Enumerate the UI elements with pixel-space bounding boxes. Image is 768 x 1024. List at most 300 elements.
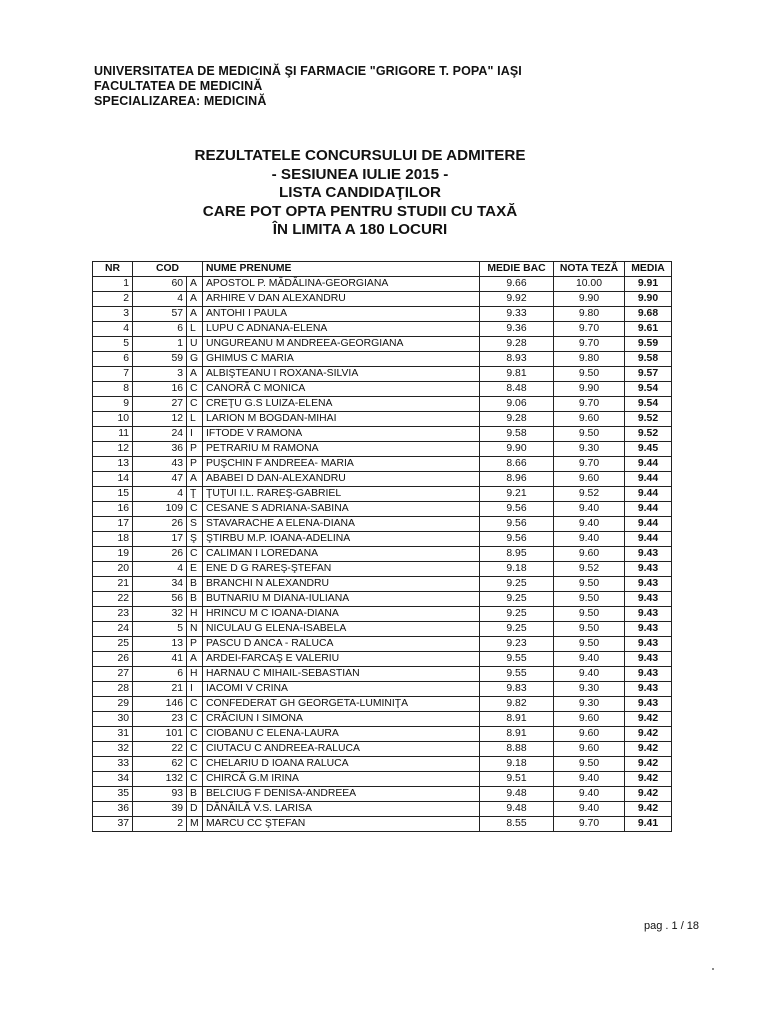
row-nota-teza: 9.60 <box>554 472 625 487</box>
row-name: STAVARACHE A ELENA-DIANA <box>203 517 480 532</box>
page-number: pag . 1 / 18 <box>644 920 700 932</box>
row-nr: 8 <box>93 382 133 397</box>
row-medie-bac: 9.55 <box>480 652 554 667</box>
row-media: 9.68 <box>625 307 672 322</box>
row-nota-teza: 9.40 <box>554 787 625 802</box>
row-medie-bac: 9.83 <box>480 682 554 697</box>
specialization: SPECIALIZAREA: MEDICINĂ <box>94 94 267 108</box>
table-row <box>93 682 672 697</box>
header-nr: NR <box>93 262 133 277</box>
row-media: 9.44 <box>625 487 672 502</box>
row-nr: 25 <box>93 637 133 652</box>
table-row <box>93 457 672 472</box>
row-name: ARHIRE V DAN ALEXANDRU <box>203 292 480 307</box>
row-name: ANTOHI I PAULA <box>203 307 480 322</box>
row-cod-letter: G <box>187 352 203 367</box>
row-medie-bac: 8.48 <box>480 382 554 397</box>
row-media: 9.43 <box>625 637 672 652</box>
row-cod: 24 <box>133 427 187 442</box>
row-nr: 35 <box>93 787 133 802</box>
scan-speck <box>712 968 714 970</box>
row-cod-letter: C <box>187 397 203 412</box>
header-teza: NOTA TEZĂ <box>554 262 625 277</box>
table-row <box>93 367 672 382</box>
row-cod: 4 <box>133 487 187 502</box>
row-name: BELCIUG F DENISA-ANDREEA <box>203 787 480 802</box>
table-row <box>93 562 672 577</box>
row-nr: 22 <box>93 592 133 607</box>
row-nota-teza: 9.70 <box>554 337 625 352</box>
row-nr: 23 <box>93 607 133 622</box>
row-cod: 62 <box>133 757 187 772</box>
row-name: CIOBANU C ELENA-LAURA <box>203 727 480 742</box>
row-cod: 27 <box>133 397 187 412</box>
row-cod: 41 <box>133 652 187 667</box>
row-medie-bac: 8.91 <box>480 712 554 727</box>
row-cod: 21 <box>133 682 187 697</box>
row-medie-bac: 9.18 <box>480 757 554 772</box>
row-cod-letter: B <box>187 592 203 607</box>
row-cod-letter: P <box>187 457 203 472</box>
row-name: ŞTIRBU M.P. IOANA-ADELINA <box>203 532 480 547</box>
table-row <box>93 472 672 487</box>
row-cod: 146 <box>133 697 187 712</box>
row-nota-teza: 9.50 <box>554 607 625 622</box>
row-nota-teza: 9.52 <box>554 487 625 502</box>
row-medie-bac: 9.90 <box>480 442 554 457</box>
row-medie-bac: 9.36 <box>480 322 554 337</box>
row-nota-teza: 9.40 <box>554 667 625 682</box>
row-nota-teza: 9.60 <box>554 547 625 562</box>
row-media: 9.59 <box>625 337 672 352</box>
row-nota-teza: 9.40 <box>554 772 625 787</box>
row-medie-bac: 9.25 <box>480 622 554 637</box>
row-media: 9.43 <box>625 592 672 607</box>
row-name: CIUTACU C ANDREEA-RALUCA <box>203 742 480 757</box>
row-cod-letter: Ţ <box>187 487 203 502</box>
row-medie-bac: 9.23 <box>480 637 554 652</box>
row-media: 9.42 <box>625 742 672 757</box>
row-name: IACOMI V CRINA <box>203 682 480 697</box>
row-name: LUPU C ADNANA-ELENA <box>203 322 480 337</box>
row-name: GHIMUS C MARIA <box>203 352 480 367</box>
row-name: PUŞCHIN F ANDREEA- MARIA <box>203 457 480 472</box>
faculty-name: FACULTATEA DE MEDICINĂ <box>94 79 263 93</box>
row-nota-teza: 9.52 <box>554 562 625 577</box>
table-row <box>93 322 672 337</box>
row-medie-bac: 8.66 <box>480 457 554 472</box>
header-bac: MEDIE BAC <box>480 262 554 277</box>
row-medie-bac: 9.25 <box>480 577 554 592</box>
row-nr: 32 <box>93 742 133 757</box>
row-nr: 7 <box>93 367 133 382</box>
table-row <box>93 487 672 502</box>
row-nota-teza: 9.30 <box>554 697 625 712</box>
row-nota-teza: 9.90 <box>554 292 625 307</box>
row-name: CHELARIU D IOANA RALUCA <box>203 757 480 772</box>
row-nr: 2 <box>93 292 133 307</box>
row-medie-bac: 8.95 <box>480 547 554 562</box>
row-nr: 24 <box>93 622 133 637</box>
row-name: ENE D G RAREŞ-ŞTEFAN <box>203 562 480 577</box>
row-media: 9.43 <box>625 652 672 667</box>
row-cod-letter: L <box>187 412 203 427</box>
row-cod-letter: C <box>187 697 203 712</box>
row-media: 9.43 <box>625 607 672 622</box>
row-cod-letter: B <box>187 577 203 592</box>
row-nota-teza: 9.70 <box>554 457 625 472</box>
row-media: 9.44 <box>625 517 672 532</box>
row-media: 9.42 <box>625 772 672 787</box>
row-media: 9.58 <box>625 352 672 367</box>
row-medie-bac: 8.91 <box>480 727 554 742</box>
row-media: 9.90 <box>625 292 672 307</box>
table-row <box>93 667 672 682</box>
row-media: 9.54 <box>625 382 672 397</box>
row-name: CHIRCĂ G.M IRINA <box>203 772 480 787</box>
row-cod: 93 <box>133 787 187 802</box>
row-cod-letter: C <box>187 382 203 397</box>
row-medie-bac: 8.55 <box>480 817 554 832</box>
row-cod: 16 <box>133 382 187 397</box>
row-medie-bac: 9.18 <box>480 562 554 577</box>
row-cod-letter: C <box>187 547 203 562</box>
table-row <box>93 577 672 592</box>
row-medie-bac: 9.51 <box>480 772 554 787</box>
row-name: HARNAU C MIHAIL-SEBASTIAN <box>203 667 480 682</box>
row-nr: 33 <box>93 757 133 772</box>
row-media: 9.43 <box>625 697 672 712</box>
row-media: 9.43 <box>625 622 672 637</box>
row-cod-letter: A <box>187 307 203 322</box>
row-name: CANORĂ C MONICA <box>203 382 480 397</box>
row-cod: 4 <box>133 562 187 577</box>
row-cod: 4 <box>133 292 187 307</box>
row-media: 9.42 <box>625 802 672 817</box>
table-row <box>93 382 672 397</box>
row-cod-letter: C <box>187 757 203 772</box>
row-nr: 18 <box>93 532 133 547</box>
row-cod-letter: U <box>187 337 203 352</box>
row-media: 9.57 <box>625 367 672 382</box>
table-row <box>93 502 672 517</box>
row-cod-letter: C <box>187 727 203 742</box>
row-nr: 14 <box>93 472 133 487</box>
row-nr: 13 <box>93 457 133 472</box>
title-line-3: LISTA CANDIDAŢILOR <box>279 184 441 201</box>
table-row <box>93 652 672 667</box>
row-medie-bac: 9.28 <box>480 337 554 352</box>
row-nota-teza: 9.50 <box>554 427 625 442</box>
row-nr: 6 <box>93 352 133 367</box>
row-medie-bac: 9.56 <box>480 532 554 547</box>
table-row <box>93 727 672 742</box>
row-nr: 4 <box>93 322 133 337</box>
row-cod-letter: H <box>187 667 203 682</box>
row-media: 9.42 <box>625 712 672 727</box>
row-media: 9.42 <box>625 757 672 772</box>
row-medie-bac: 8.96 <box>480 472 554 487</box>
row-media: 9.43 <box>625 577 672 592</box>
row-cod: 47 <box>133 472 187 487</box>
row-nota-teza: 9.40 <box>554 532 625 547</box>
row-cod: 1 <box>133 337 187 352</box>
row-media: 9.91 <box>625 277 672 292</box>
row-nota-teza: 9.50 <box>554 592 625 607</box>
row-name: MARCU CC ŞTEFAN <box>203 817 480 832</box>
row-media: 9.54 <box>625 397 672 412</box>
row-cod-letter: H <box>187 607 203 622</box>
row-name: ŢUŢUI I.L. RAREŞ-GABRIEL <box>203 487 480 502</box>
row-nr: 12 <box>93 442 133 457</box>
table-row <box>93 742 672 757</box>
row-cod-letter: I <box>187 682 203 697</box>
row-nr: 28 <box>93 682 133 697</box>
row-nota-teza: 9.60 <box>554 742 625 757</box>
row-nr: 36 <box>93 802 133 817</box>
row-nr: 20 <box>93 562 133 577</box>
row-cod-letter: A <box>187 472 203 487</box>
table-row <box>93 817 672 832</box>
row-cod: 39 <box>133 802 187 817</box>
table-body <box>93 277 672 832</box>
row-nota-teza: 9.50 <box>554 637 625 652</box>
table-row <box>93 787 672 802</box>
row-medie-bac: 9.66 <box>480 277 554 292</box>
row-name: PETRARIU M RAMONA <box>203 442 480 457</box>
row-nota-teza: 10.00 <box>554 277 625 292</box>
row-media: 9.44 <box>625 472 672 487</box>
row-cod: 26 <box>133 547 187 562</box>
row-nota-teza: 9.70 <box>554 397 625 412</box>
table-row <box>93 772 672 787</box>
table-row <box>93 307 672 322</box>
row-cod: 56 <box>133 592 187 607</box>
row-nota-teza: 9.80 <box>554 307 625 322</box>
table-row <box>93 712 672 727</box>
table-row <box>93 352 672 367</box>
results-table <box>92 261 672 832</box>
row-nota-teza: 9.30 <box>554 682 625 697</box>
row-cod: 57 <box>133 307 187 322</box>
row-cod-letter: B <box>187 787 203 802</box>
row-name: UNGUREANU M ANDREEA-GEORGIANA <box>203 337 480 352</box>
table-row <box>93 697 672 712</box>
row-nota-teza: 9.30 <box>554 442 625 457</box>
table-row <box>93 622 672 637</box>
row-name: CONFEDERAT GH GEORGETA-LUMINIŢA <box>203 697 480 712</box>
title-line-2: - SESIUNEA IULIE 2015 - <box>271 165 449 183</box>
title-line-4: CARE POT OPTA PENTRU STUDII CU TAXĂ <box>202 202 518 220</box>
row-cod-letter: A <box>187 367 203 382</box>
row-nr: 9 <box>93 397 133 412</box>
table-row <box>93 277 672 292</box>
row-cod-letter: C <box>187 502 203 517</box>
row-nota-teza: 9.80 <box>554 352 625 367</box>
row-nr: 11 <box>93 427 133 442</box>
row-nota-teza: 9.40 <box>554 517 625 532</box>
table-row <box>93 292 672 307</box>
row-nota-teza: 9.50 <box>554 757 625 772</box>
row-medie-bac: 9.48 <box>480 802 554 817</box>
header-media: MEDIA <box>625 262 672 277</box>
row-name: PASCU D ANCA - RALUCA <box>203 637 480 652</box>
row-nr: 37 <box>93 817 133 832</box>
row-nota-teza: 9.40 <box>554 502 625 517</box>
row-cod: 43 <box>133 457 187 472</box>
row-nota-teza: 9.40 <box>554 802 625 817</box>
row-name: CESANE S ADRIANA-SABINA <box>203 502 480 517</box>
row-media: 9.52 <box>625 412 672 427</box>
row-media: 9.44 <box>625 457 672 472</box>
row-cod: 32 <box>133 607 187 622</box>
row-medie-bac: 9.56 <box>480 502 554 517</box>
row-nota-teza: 9.60 <box>554 727 625 742</box>
row-media: 9.43 <box>625 682 672 697</box>
row-cod-letter: A <box>187 652 203 667</box>
table-row <box>93 517 672 532</box>
row-nr: 1 <box>93 277 133 292</box>
row-cod: 59 <box>133 352 187 367</box>
row-cod: 22 <box>133 742 187 757</box>
row-nr: 34 <box>93 772 133 787</box>
table-header-row <box>93 262 672 277</box>
row-nota-teza: 9.90 <box>554 382 625 397</box>
row-nr: 17 <box>93 517 133 532</box>
row-cod: 26 <box>133 517 187 532</box>
row-cod-letter: M <box>187 817 203 832</box>
row-cod: 13 <box>133 637 187 652</box>
row-name: IFTODE V RAMONA <box>203 427 480 442</box>
header-cod: COD <box>133 262 203 277</box>
row-nota-teza: 9.60 <box>554 412 625 427</box>
row-media: 9.43 <box>625 667 672 682</box>
row-name: ARDEI-FARCAŞ E VALERIU <box>203 652 480 667</box>
row-media: 9.43 <box>625 562 672 577</box>
row-cod: 34 <box>133 577 187 592</box>
row-cod-letter: E <box>187 562 203 577</box>
row-medie-bac: 9.28 <box>480 412 554 427</box>
row-nota-teza: 9.40 <box>554 652 625 667</box>
row-cod-letter: I <box>187 427 203 442</box>
row-cod-letter: N <box>187 622 203 637</box>
row-name: ABABEI D DAN-ALEXANDRU <box>203 472 480 487</box>
row-name: NICULAU G ELENA-ISABELA <box>203 622 480 637</box>
row-name: DĂNĂILĂ V.S. LARISA <box>203 802 480 817</box>
row-medie-bac: 9.58 <box>480 427 554 442</box>
university-name: UNIVERSITATEA DE MEDICINĂ ŞI FARMACIE "GRIGORE T. POPA" IAŞI <box>94 64 522 78</box>
row-medie-bac: 9.21 <box>480 487 554 502</box>
row-media: 9.43 <box>625 547 672 562</box>
row-nr: 27 <box>93 667 133 682</box>
row-medie-bac: 9.25 <box>480 592 554 607</box>
row-nr: 19 <box>93 547 133 562</box>
table-row <box>93 757 672 772</box>
row-cod-letter: S <box>187 517 203 532</box>
table-row <box>93 427 672 442</box>
row-name: LARION M BOGDAN-MIHAI <box>203 412 480 427</box>
row-cod: 132 <box>133 772 187 787</box>
document-header <box>94 64 654 109</box>
table-row <box>93 637 672 652</box>
row-medie-bac: 9.92 <box>480 292 554 307</box>
row-medie-bac: 8.88 <box>480 742 554 757</box>
row-media: 9.45 <box>625 442 672 457</box>
row-cod: 36 <box>133 442 187 457</box>
table-row <box>93 607 672 622</box>
row-nr: 10 <box>93 412 133 427</box>
row-nota-teza: 9.60 <box>554 712 625 727</box>
row-nr: 30 <box>93 712 133 727</box>
row-medie-bac: 9.06 <box>480 397 554 412</box>
row-name: ALBIŞTEANU I ROXANA-SILVIA <box>203 367 480 382</box>
row-cod-letter: P <box>187 637 203 652</box>
row-nota-teza: 9.70 <box>554 817 625 832</box>
table-row <box>93 412 672 427</box>
row-cod-letter: C <box>187 712 203 727</box>
row-nr: 29 <box>93 697 133 712</box>
row-cod-letter: C <box>187 742 203 757</box>
row-medie-bac: 9.25 <box>480 607 554 622</box>
table-row <box>93 337 672 352</box>
row-medie-bac: 9.81 <box>480 367 554 382</box>
row-media: 9.44 <box>625 502 672 517</box>
row-cod-letter: Ş <box>187 532 203 547</box>
row-name: BUTNARIU M DIANA-IULIANA <box>203 592 480 607</box>
row-cod: 23 <box>133 712 187 727</box>
table-row <box>93 532 672 547</box>
row-cod: 6 <box>133 322 187 337</box>
row-nr: 31 <box>93 727 133 742</box>
table-row <box>93 802 672 817</box>
row-medie-bac: 9.48 <box>480 787 554 802</box>
row-cod: 17 <box>133 532 187 547</box>
row-cod-letter: A <box>187 277 203 292</box>
table-row <box>93 592 672 607</box>
row-cod: 60 <box>133 277 187 292</box>
row-nota-teza: 9.50 <box>554 577 625 592</box>
row-cod-letter: P <box>187 442 203 457</box>
row-cod: 5 <box>133 622 187 637</box>
row-cod: 3 <box>133 367 187 382</box>
row-name: HRINCU M C IOANA-DIANA <box>203 607 480 622</box>
row-cod: 12 <box>133 412 187 427</box>
header-name: NUME PRENUME <box>203 262 480 277</box>
row-cod-letter: D <box>187 802 203 817</box>
row-cod-letter: A <box>187 292 203 307</box>
row-medie-bac: 8.93 <box>480 352 554 367</box>
row-cod: 109 <box>133 502 187 517</box>
table-row <box>93 442 672 457</box>
row-name: CALIMAN I LOREDANA <box>203 547 480 562</box>
row-medie-bac: 9.33 <box>480 307 554 322</box>
row-media: 9.44 <box>625 532 672 547</box>
row-name: BRANCHI N ALEXANDRU <box>203 577 480 592</box>
row-name: APOSTOL P. MĂDĂLINA-GEORGIANA <box>203 277 480 292</box>
row-media: 9.61 <box>625 322 672 337</box>
row-cod-letter: L <box>187 322 203 337</box>
row-media: 9.42 <box>625 727 672 742</box>
row-medie-bac: 9.82 <box>480 697 554 712</box>
row-nr: 3 <box>93 307 133 322</box>
row-media: 9.52 <box>625 427 672 442</box>
row-media: 9.41 <box>625 817 672 832</box>
row-nr: 16 <box>93 502 133 517</box>
row-cod: 6 <box>133 667 187 682</box>
row-nr: 15 <box>93 487 133 502</box>
title-line-5: ÎN LIMITA A 180 LOCURI <box>272 221 448 238</box>
document-title <box>150 147 570 240</box>
